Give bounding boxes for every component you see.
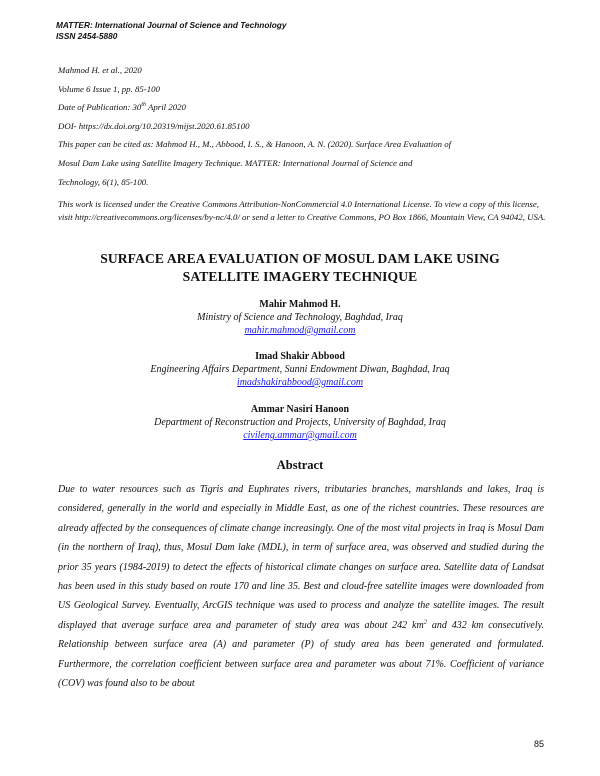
license-notice: This work is licensed under the Creative Commons Attribution-NonCommercial 4.0 International License. To view a copy of this license, visit http://creativecommons.org/licenses/by-nc/4.0/ or send a letter to Creative Commons, PO Box 1866, Mountain View, CA 94042, USA. bbox=[58, 199, 546, 222]
author-email-link[interactable]: civileng.ammar@gmail.com bbox=[243, 430, 357, 441]
doi-link[interactable]: DOI- https://dx.doi.org/10.20319/mijst.2020.61.85100 bbox=[58, 120, 250, 131]
cite-as-line-3: Technology, 6(1), 85-100. bbox=[58, 176, 149, 187]
author-affiliation: Department of Reconstruction and Projects, University of Baghdad, Iraq bbox=[154, 417, 446, 428]
volume-info: Volume 6 Issue 1, pp. 85-100 bbox=[58, 83, 160, 94]
title-line-1: SURFACE AREA EVALUATION OF MOSUL DAM LAKE USING bbox=[100, 251, 500, 266]
author-2 bbox=[60, 350, 540, 389]
author-affiliation: Ministry of Science and Technology, Baghdad, Iraq bbox=[197, 312, 403, 323]
journal-header bbox=[56, 20, 287, 42]
article-metadata bbox=[58, 61, 548, 191]
abstract-heading: Abstract bbox=[276, 458, 324, 472]
author-name: Imad Shakir Abbood bbox=[255, 351, 345, 362]
author-name: Ammar Nasiri Hanoon bbox=[250, 404, 350, 415]
publication-date: Date of Publication: 30th April 2020 bbox=[58, 102, 186, 113]
abstract-body: Due to water resources such as Tigris and Euphrates rivers, tributaries branches, marshlands and lakes, Iraq is considered, generally in the world and especially in Middle East, as one of the richest countries. These resources are already affected by the consequences of climate change increasingly. One of the most vital projects in Iraq is Mosul Dam (in the northern of Iraq), thus, Mosul Dam lake (MDL), in term of surface area, was observed and studied during the prior 35 years (1984-2019) to detect the effects of historical climate changes on surface area. Satellite data of Landsat has been used in this study based on route 170 and line 35. Best and cloud-free satellite images were downloaded from US Geological Survey. Eventually, ArcGIS technique was used to process and analyze the satellite images. The result displayed that average surface area and parameter of study area was about 242 $km^2$ and 432 km consecutively. Relationship between surface area (A) and parameter (P) of study area has been generated and formulated. Furthermore, the correlation coefficient between surface area and parameter was about 71%. Coefficient of variance (COV) was found also to be about bbox=[58, 484, 544, 690]
journal-name: MATTER: International Journal of Science and Technology bbox=[56, 20, 287, 30]
cite-as-line-2: Mosul Dam Lake using Satellite Imagery Technique. MATTER: International Journal of Science and bbox=[58, 157, 413, 168]
title-line-2: SATELLITE IMAGERY TECHNIQUE bbox=[182, 269, 418, 284]
author-1 bbox=[60, 298, 540, 337]
journal-issn: ISSN 2454-5880 bbox=[56, 31, 118, 41]
paper-title bbox=[40, 250, 560, 286]
author-email-link[interactable]: imadshakirabbood@gmail.com bbox=[236, 377, 364, 388]
author-affiliation: Engineering Affairs Department, Sunni Endowment Diwan, Baghdad, Iraq bbox=[150, 364, 450, 375]
author-email-link[interactable]: mahir.mahmod@gmail.com bbox=[244, 325, 356, 336]
author-name: Mahir Mahmod H. bbox=[259, 299, 341, 310]
cite-as-line-1: This paper can be cited as: Mahmod H., M., Abbood, I. S., & Hanoon, A. N. (2020). Surface Area Evaluation of bbox=[58, 139, 452, 150]
page-number: 85 bbox=[533, 739, 544, 749]
author-3 bbox=[60, 403, 540, 442]
citation-short: Mahmod H. et al., 2020 bbox=[58, 65, 142, 75]
